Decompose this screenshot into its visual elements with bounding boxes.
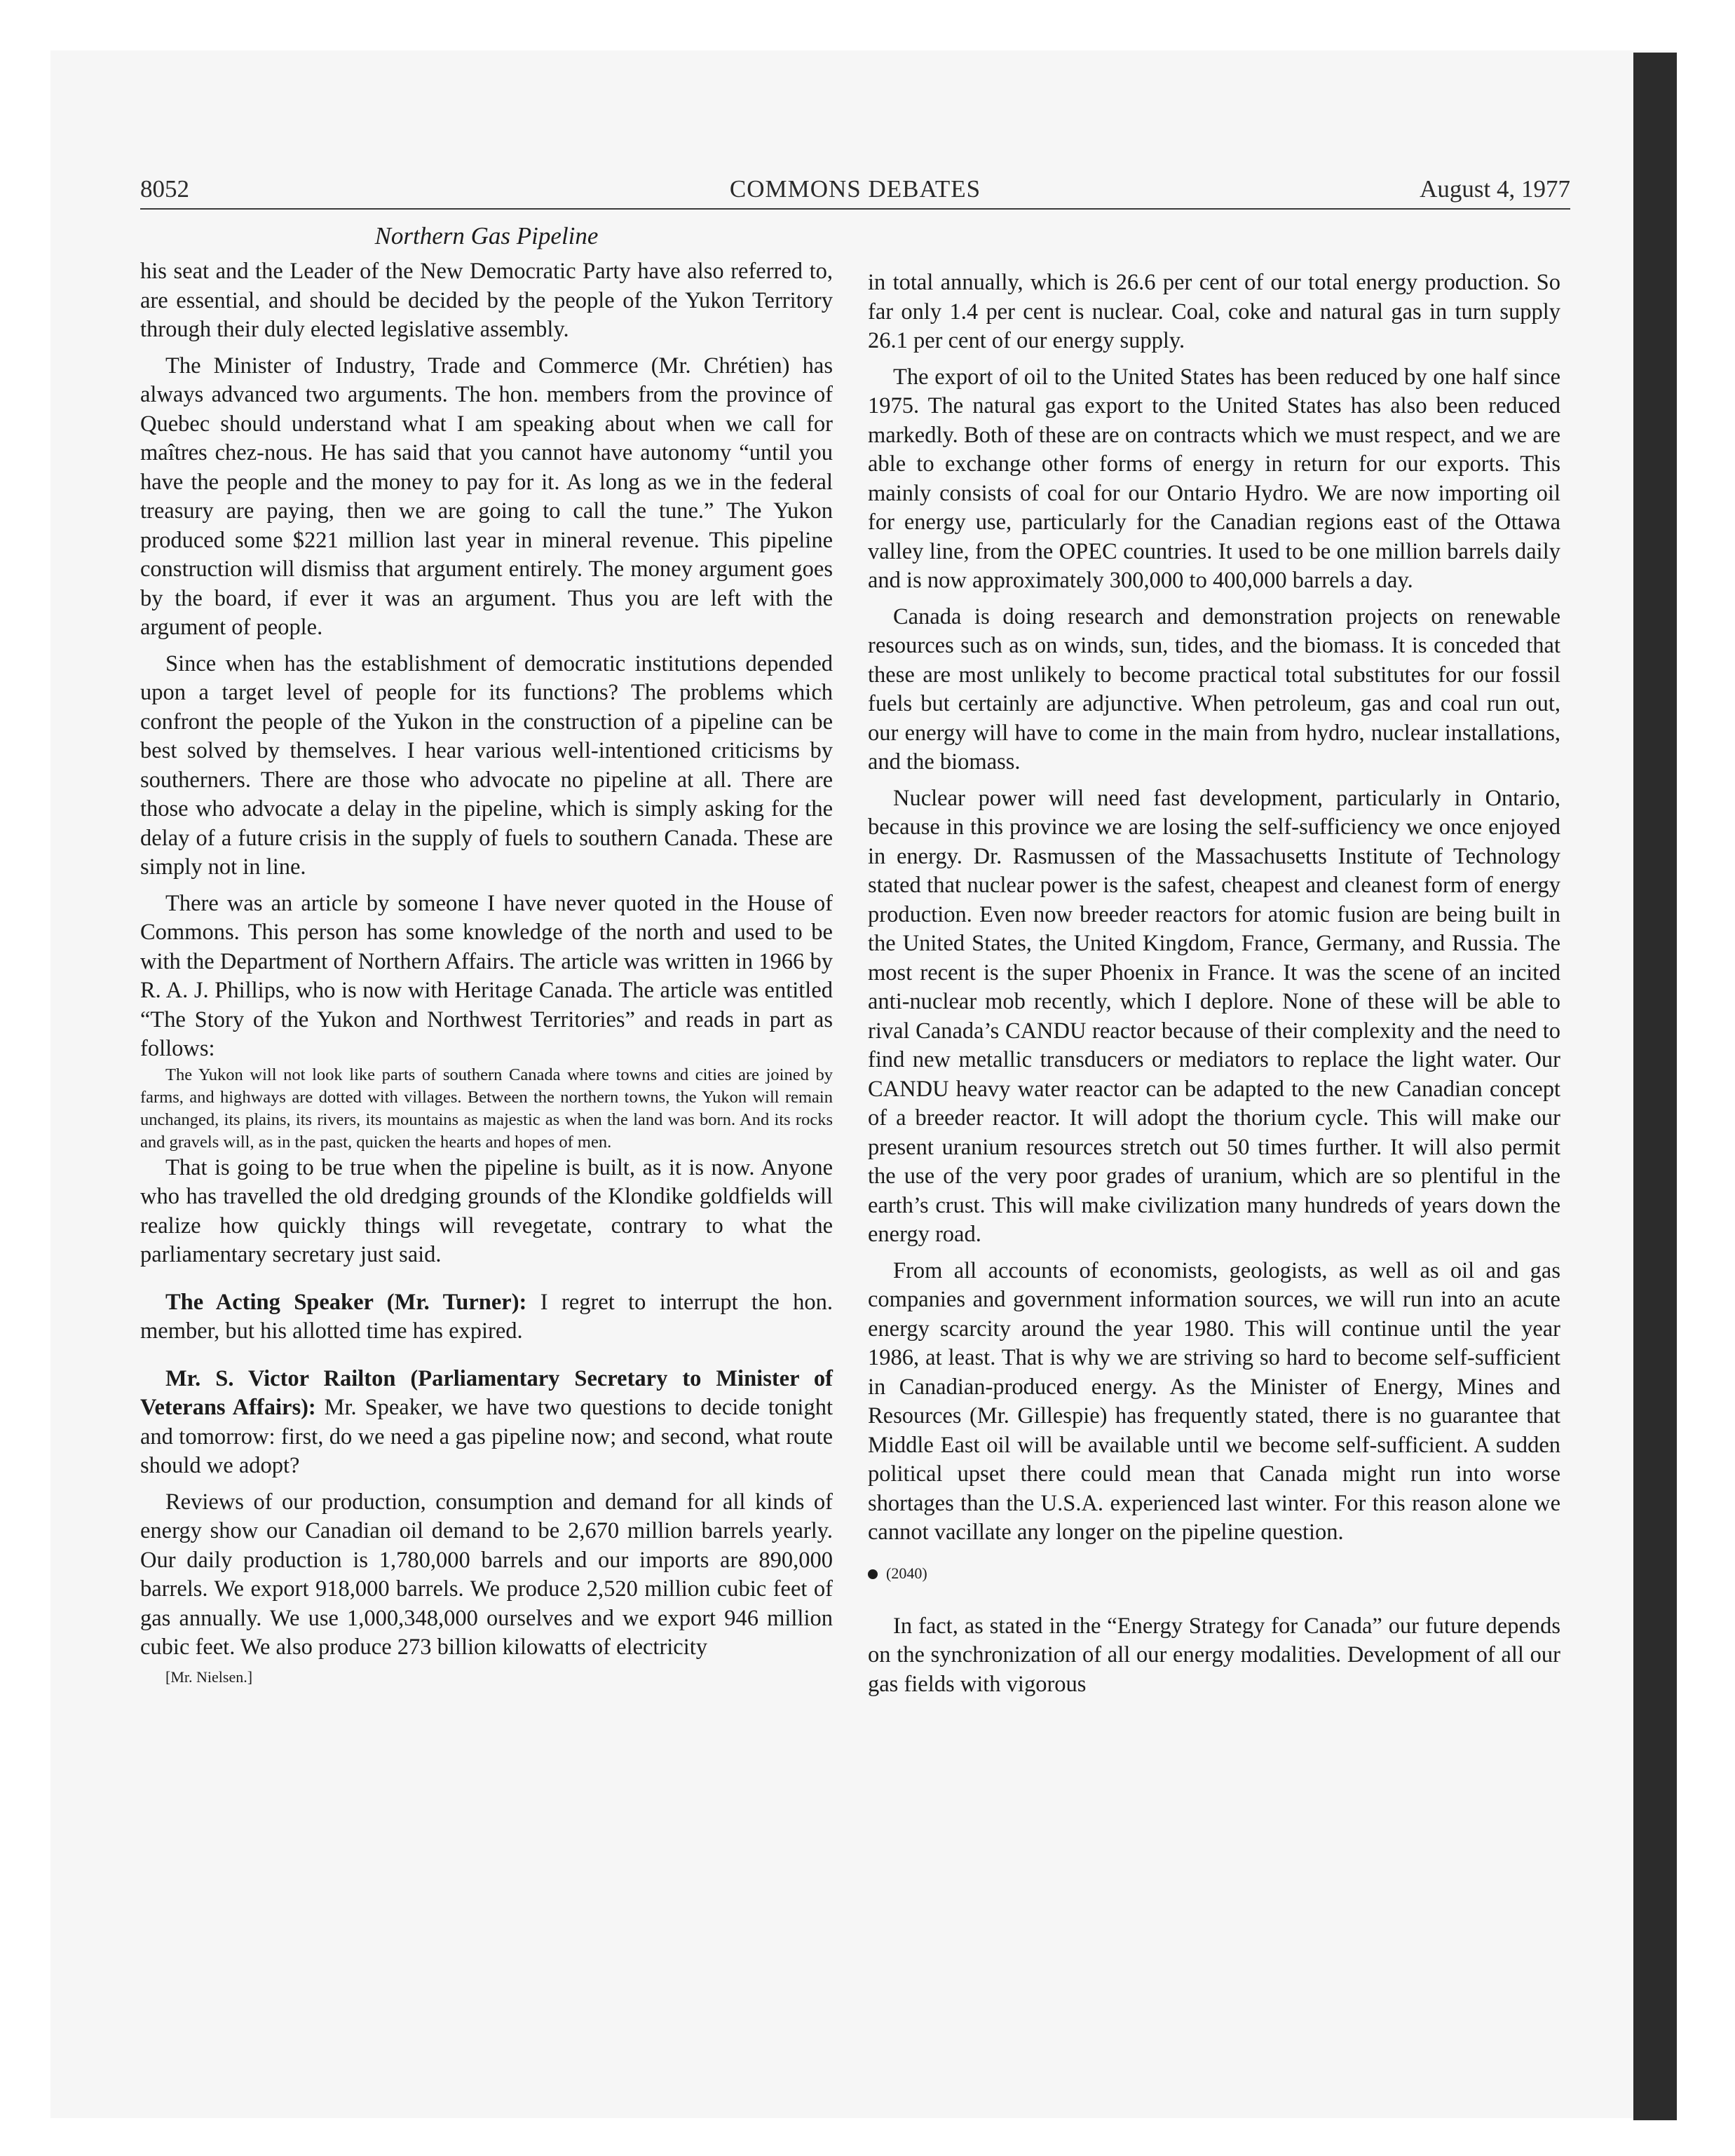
publication-date: August 4, 1977 — [1420, 175, 1570, 203]
paragraph: Nuclear power will need fast development, particularly in Ontario, because in this province we are losing the self-sufficiency we once enjoyed in energy. Dr. Rasmussen of the Massachusetts Institute of Technology stated that nuclear power is the safest, cheapest and cleanest form of energy production. Even now breeder reactors for atomic fusion are being built in the United States, the United Kingdom, France, Germany, and Russia. The most recent is the super Phoenix in France. It was the scene of an incited anti-nuclear mob recently, which I deplore. None of these will be able to rival Canada’s CANDU reactor because of their complexity and the need to find new metallic transducers or mediators to replace the light water. Our CANDU heavy water reactor can be adapted to the new Canadian concept of a breeder reactor. It will adopt the thorium cycle. This will make our present uranium resources stretch out 50 times further. It will also permit the use of the very poor grades of uranium, which are so plentiful in the earth’s crust. This will make civilization many hundreds of years down the energy road. — [868, 785, 1560, 1247]
speaker-paragraph — [140, 1288, 833, 1346]
paragraph: That is going to be true when the pipeline is built, as it is now. Anyone who has travelled the old dredging grounds of the Klondike goldfields will realize how quickly things will revegetate, contrary to what the parliamentary secretary just said. — [140, 1154, 833, 1267]
paragraph: his seat and the Leader of the New Democratic Party have also referred to, are essential, and should be decided by the people of the Yukon Territory through their duly elected legislative assembly. — [140, 259, 833, 342]
paragraph: From all accounts of economists, geologists, as well as oil and gas companies and government information sources, we will run into an acute energy scarcity around the year 1980. This will continue until the year 1986, at least. That is why we are striving so hard to become self-sufficient in Canadian-produced energy. As the Minister of Energy, Mines and Resources (Mr. Gillespie) has frequently stated, there is no guarantee that Middle East oil will be available until we become self-sufficient. A sudden political upset there could mean that Canada might run into worse shortages than the U.S.A. experienced last winter. For this reason alone we cannot vacillate any longer on the pipeline question. — [868, 1257, 1560, 1545]
section-subhead: Northern Gas Pipeline — [374, 222, 599, 250]
speaker-name: Mr. S. Victor Railton (Parliamentary Secretary to Minister of Veterans Affairs): — [140, 1365, 833, 1420]
paragraph: Canada is doing research and demonstration projects on renewable resources such as on winds, sun, tides, and the biomass. It is conceded that these are most unlikely to become practical total substitutes for our fossil fuels but certainly are adjunctive. When petroleum, gas and coal run out, our energy will have to come in the main from hydro, nuclear installations, and the biomass. — [868, 603, 1560, 775]
left-column — [140, 221, 833, 1691]
publication-title: COMMONS DEBATES — [729, 175, 981, 203]
speaker-text: Mr. Speaker, we have two questions to decide tonight and tomorrow: first, do we need a gas pipeline now; and second, what route should we adopt? — [140, 1395, 833, 1478]
time-marker — [868, 1563, 1560, 1584]
page-header — [140, 175, 1570, 210]
paragraph: The export of oil to the United States has been reduced by one half since 1975. The natural gas export to the United States has also been reduced markedly. Both of these are on contracts which we must respect, and we are able to exchange other forms of energy in return for our exports. This mainly consists of coal for our Ontario Hydro. We are now importing oil for energy use, particularly for the Canadian regions east of the Ottawa valley line, from the OPEC countries. It used to be one million barrels daily and is now approximately 300,000 to 400,000 barrels a day. — [868, 364, 1560, 593]
page-number: 8052 — [140, 175, 189, 203]
paragraph: in total annually, which is 26.6 per cent of our total energy production. So far only 1.4 per cent is nuclear. Coal, coke and natural gas in turn supply 26.1 per cent of our energy supply. — [868, 270, 1560, 353]
speaker-attribution: [Mr. Nielsen.] — [165, 1667, 253, 1686]
block-quote: The Yukon will not look like parts of southern Canada where towns and cities are joined by farms, and highways are dotted with villages. Between the northern towns, the Yukon will remain unchanged, its plains, its rivers, its mountains as majestic as when the land was born. And its rocks and gravels will, as in the past, quicken the hearts and hopes of men. — [140, 1065, 833, 1152]
speaker-name: The Acting Speaker (Mr. Turner): — [165, 1289, 527, 1315]
speaker-paragraph — [140, 1365, 833, 1481]
paragraph: Reviews of our production, consumption and demand for all kinds of energy show our Canadian oil demand to be 2,670 million barrels yearly. Our daily production is 1,780,000 barrels and our imports are 890,000 barrels. We export 918,000 barrels. We produce 2,520 million cubic feet of gas annually. We use 1,000,348,000 ourselves and we export 946 million cubic feet. We also produce 273 billion kilowatts of electricity — [140, 1489, 833, 1660]
right-column — [868, 268, 1560, 1699]
speaker-text: I regret to interrupt the hon. member, but his allotted time has expired. — [140, 1289, 833, 1344]
header-rule — [140, 208, 1570, 210]
paragraph: Since when has the establishment of democratic institutions depended upon a target level of people for its functions? The problems which confront the people of the Yukon in the construction of a pipeline can be best solved by themselves. I hear various well-intentioned criticisms by southerners. There are those who advocate no pipeline at all. There are those who advocate a delay in the pipeline, which is simply asking for the delay of a future crisis in the supply of fuels to southern Canada. These are simply not in line. — [140, 650, 833, 880]
time-marker-label: (2040) — [886, 1564, 927, 1582]
paragraph: In fact, as stated in the “Energy Strategy for Canada” our future depends on the synchronization of all our energy modalities. Development of all our gas fields with vigorous — [868, 1613, 1560, 1697]
paragraph: The Minister of Industry, Trade and Commerce (Mr. Chrétien) has always advanced two arguments. The hon. members from the province of Quebec should understand what I am speaking about when we call for maîtres chez-nous. He has said that you cannot have autonomy “until you have the people and the money to pay for it. As long as we in the federal treasury are paying, then we are going to call the tune.” The Yukon produced some $221 million last year in mineral revenue. This pipeline construction will dismiss that argument entirely. The money argument goes by the board, if ever it was an argument. Thus you are left with the argument of people. — [140, 353, 833, 640]
bullet-dot-icon — [868, 1569, 878, 1579]
paragraph: There was an article by someone I have never quoted in the House of Commons. This person has some knowledge of the north and used to be with the Department of Northern Affairs. The article was written in 1966 by R. A. J. Phillips, who is now with Heritage Canada. The article was entitled “The Story of the Yukon and Northwest Territories” and reads in part as follows: — [140, 890, 833, 1061]
scan-edge-bar — [1633, 53, 1677, 2120]
